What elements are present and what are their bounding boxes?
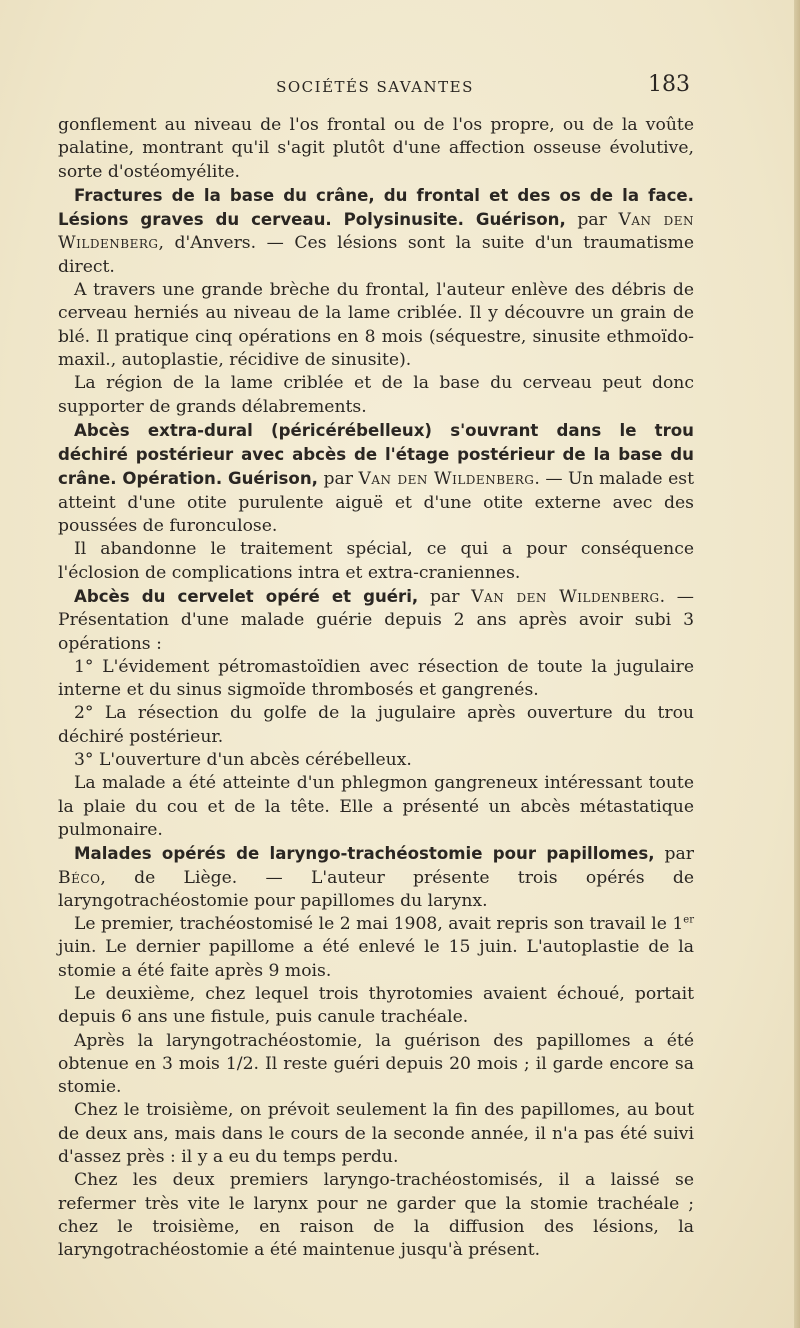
running-head: SOCIÉTÉS SAVANTES bbox=[276, 78, 474, 96]
paragraph: La malade a été atteinte d'un phlegmon gangreneux intéressant toute la plaie du cou et de la tête. Elle a présenté un abcès métastatique pulmonaire. bbox=[58, 773, 694, 840]
page-header bbox=[60, 72, 690, 102]
abstract-title: Fractures de la base du crâne, du frontal et des os de la face. Lésions graves du cerveau. Polysinusite. Guérison, bbox=[58, 185, 694, 230]
list-item: 3° L'ouverture d'un abcès cérébelleux. bbox=[74, 750, 412, 771]
paragraph: Après la laryngotrachéostomie, la guérison des papillomes a été obtenue en 3 mois 1/2. Il reste guéri depuis 20 mois ; il garde encore sa stomie. bbox=[58, 1030, 694, 1098]
paragraph: Chez les deux premiers laryngo-trachéostomisés, il a laissé se refermer très vite le larynx pour ne garder que la stomie trachéale ; chez le troisième, en raison de la diffusion des lésions, la laryngotrachéostomie a été maintenue jusqu'à présent. bbox=[58, 1170, 694, 1261]
paragraph: Le deuxième, chez lequel trois thyrotomies avaient échoué, portait depuis 6 ans une fistule, puis canule trachéale. bbox=[58, 983, 694, 1028]
paragraph: Le premier, trachéostomisé le 2 mai 1908, avait repris son travail le 1er juin. Le dernier papillome a été enlevé le 15 juin. L'autoplastie de la stomie a été faite après 9 mois. bbox=[58, 914, 694, 981]
list-item: 2° La résection du golfe de la jugulaire après ouverture du trou déchiré postérieur. bbox=[58, 703, 694, 747]
paragraph: Chez le troisième, on prévoit seulement la fin des papillomes, au bout de deux ans, mais dans le cours de la seconde année, il n'a pas été suivi d'assez près : il y a eu du temps perdu. bbox=[58, 1100, 694, 1168]
author-name: Béco bbox=[58, 867, 101, 888]
abstract-fractures: Fractures de la base du crâne, du frontal et des os de la face. Lésions graves du cerveau. Polysinusite. Guérison, par Van den Wildenberg, d'Anvers. — Ces lésions sont la suite d'un traumatisme direct. bbox=[58, 185, 694, 277]
paragraph: La région de la lame criblée et de la base du cerveau peut donc supporter de grands délabrements. bbox=[58, 373, 694, 417]
page-number: 183 bbox=[648, 72, 690, 97]
abstract-title: Abcès extra-dural (péricérébelleux) s'ouvrant dans le trou déchiré postérieur avec abcès de l'étage postérieur de la base du crâne. Opération. Guérison, bbox=[58, 420, 694, 489]
page-edge bbox=[794, 0, 800, 1328]
paragraph: A travers une grande brèche du frontal, l'auteur enlève des débris de cerveau herniés au niveau de la lame criblée. Il y découvre un grain de blé. Il pratique cinq opérations en 8 mois (séquestre, sinusite ethmoïdo-maxil., autoplastie, récidive de sinusite). bbox=[58, 280, 694, 370]
author-name: Van den Wildenberg bbox=[58, 210, 694, 254]
body-text bbox=[58, 114, 694, 1263]
author-name: Van den Wildenberg bbox=[471, 586, 660, 607]
paragraph: Il abandonne le traitement spécial, ce qui a pour conséquence l'éclosion de complications intra et extra-craniennes. bbox=[58, 539, 694, 583]
abstract-title: Malades opérés de laryngo-trachéostomie pour papillomes, bbox=[74, 844, 655, 864]
abstract-laryngo-tracheostomie: Malades opérés de laryngo-trachéostomie pour papillomes, par Béco, de Liège. — L'auteur présente trois opérés de laryngotrachéostomie pour papillomes du larynx. bbox=[58, 844, 695, 911]
list-item: 1° L'évidement pétromastoïdien avec résection de toute la jugulaire interne et du sinus sigmoïde thrombosés et gangrenés. bbox=[58, 656, 694, 701]
abstract-abces-extra-dural: Abcès extra-dural (péricérébelleux) s'ouvrant dans le trou déchiré postérieur avec abcès de l'étage postérieur de la base du crâne. Opération. Guérison, par Van den Wildenberg. — Un malade est atteint d'une otite purulente aiguë et d'une otite externe avec des poussées de furonculose. bbox=[58, 420, 694, 537]
abstract-title: Abcès du cervelet opéré et guéri, bbox=[74, 586, 419, 606]
abstract-abces-cervelet: Abcès du cervelet opéré et guéri, par Van den Wildenberg. — Présentation d'une malade guérie depuis 2 ans après avoir subi 3 opérations : bbox=[58, 586, 694, 654]
author-name: Van den Wildenberg bbox=[358, 469, 535, 490]
paragraph: gonflement au niveau de l'os frontal ou de l'os propre, ou de la voûte palatine, montrant qu'il s'agit plutôt d'une affection osseuse évolutive, sorte d'ostéomyélite. bbox=[58, 115, 694, 182]
